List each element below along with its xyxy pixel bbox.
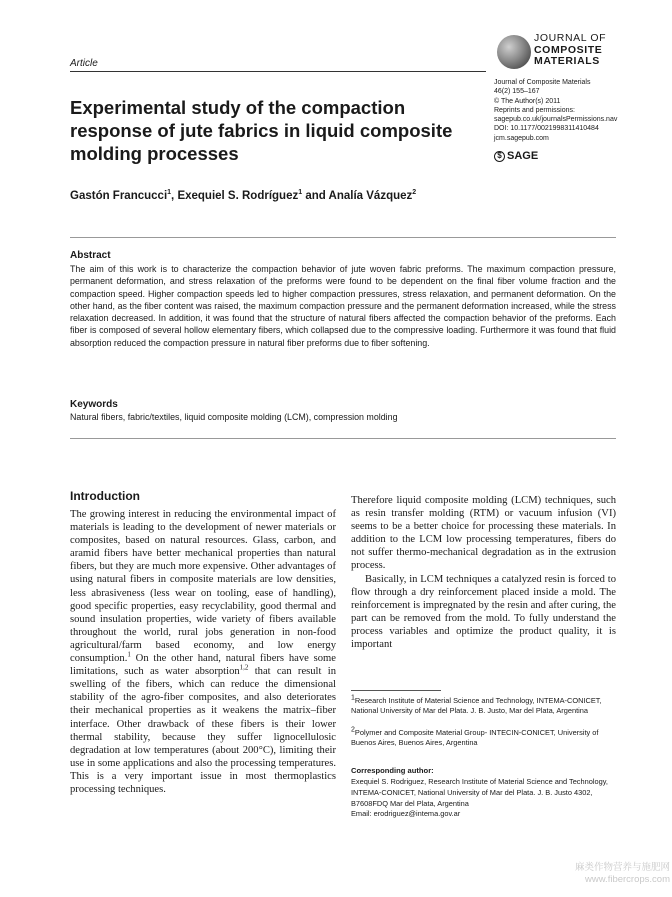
corresponding-author-heading: Corresponding author: (351, 766, 434, 775)
journal-logo-line1: JOURNAL OF (534, 32, 607, 44)
journal-info-name: Journal of Composite Materials (494, 79, 591, 86)
journal-info-reprints: Reprints and permissions: (494, 106, 575, 114)
citation-ref[interactable]: 1,2 (239, 663, 249, 672)
journal-info-permissions-link[interactable]: sagepub.co.uk/journalsPermissions.nav (494, 116, 618, 124)
author-name: Exequiel S. Rodríguez (177, 190, 299, 202)
author-name: Gastón Francucci (70, 190, 168, 202)
footnote-affiliation-2 (351, 728, 616, 749)
journal-logo-text (534, 33, 606, 68)
watermark-line1: 麻类作物营养与施肥网 (574, 862, 670, 873)
journal-info-website[interactable]: jcm.sagepub.com (494, 134, 549, 142)
introduction-heading: Introduction (70, 489, 140, 503)
intro-text: On the other hand, natural fibers have some limitations, such as water absorption (70, 653, 336, 678)
keywords-rule (70, 438, 616, 439)
article-type-label: Article (70, 58, 98, 69)
intro-paragraph-3: Basically, in LCM techniques a catalyzed resin is forced to flow through a dry reinforcement placed inside a mold. The reinforcement is impregnated by the resin and after curing, the part can be removed from the mold. To fully understand the process variables and optimize the product quality, it is important (351, 573, 616, 651)
author-affiliation-mark: 2 (412, 189, 417, 197)
watermark-line2: www.fibercrops.com (585, 874, 670, 885)
footnote-mark: 2 (351, 726, 355, 734)
corresponding-author-email[interactable]: Email: erodriguez@intema.gov.ar (351, 809, 461, 819)
journal-logo (497, 33, 617, 73)
keywords-heading: Keywords (70, 399, 118, 410)
keywords-text: Natural fibers, fabric/textiles, liquid composite molding (LCM), compression molding (70, 412, 398, 422)
journal-info-copyright: © The Author(s) 2011 (494, 97, 561, 105)
watermark (540, 862, 670, 886)
author-list (70, 190, 416, 202)
sage-logo (494, 150, 538, 162)
journal-info (494, 78, 664, 143)
body-column-left (70, 508, 336, 796)
author-affiliation-mark: 1 (298, 189, 303, 197)
corresponding-author-address: Exequiel S. Rodriguez, Research Institute of Material Science and Technology, INTEMA-CONICET, National University of Mar del Plata. J. B. Justo 4302, B7608FDQ Mar del Plata, Argentina (351, 777, 608, 808)
sage-s-icon: $ (494, 151, 505, 162)
journal-info-volume: 46(2) 155–167 (494, 88, 540, 96)
corresponding-author-details (351, 777, 616, 820)
sage-logo-text: SAGE (507, 150, 539, 162)
abstract-text: The aim of this work is to characterize the compaction behavior of jute woven fabric preforms. The maximum compaction pressure, permanent deformation, and stress relaxation of the preforms were found to be dependent on the final fiber volume fraction and the compaction speed. Higher compaction speeds led to higher compaction pressures, stress relaxation, and permanent deformation. On the other hand, as the fiber content was raised, the maximum compaction pressure and the permanent deformation increased, while the stress relaxation decreased. In addition, it was found that the structure of natural fibers affected the compaction behavior of the preforms. Each fiber is composed of several hollow elementary fibers, which collapsed due to the compressive loading. Furthermore it was found that fluid absorption reduced the compaction pressure in natural fiber preforms due to fiber softening. (70, 264, 616, 348)
article-title: Experimental study of the compaction response of jute fabrics in liquid composite molding processes (70, 97, 453, 164)
intro-paragraph-2: Therefore liquid composite molding (LCM) techniques, such as resin transfer molding (RTM) or vacuum infusion (VI) seems to be a better choice for processing these materials. In addition to the LCM low processing temperatures, fibers do not suffer thermo-mechanical degradation as in the extrusion process. (351, 495, 616, 572)
abstract-rule (70, 237, 616, 238)
footnote-mark: 1 (351, 694, 355, 702)
intro-text: that can result in swelling of the fibers, which can reduce the dimensional stability of the agro-fiber composites, and also deteriorates their mechanical properties as it weakens the matrix–fiber interface. Other drawback of these fibers is their lower thermal stability, because they suffer lignocellulosic degradation at low temperatures (about 200°C), limiting their use in some applications and also the processing temperatures. This is a very important issue in most thermoplastics processing techniques. (70, 666, 336, 795)
journal-logo-line3: MATERIALS (534, 55, 600, 67)
abstract-heading: Abstract (70, 250, 111, 261)
footnote-rule (351, 690, 441, 691)
footnote-text: Research Institute of Material Science and Technology, INTEMA-CONICET, National University of Mar del Plata. J. B. Justo, Mar del Plata, Argentina (351, 696, 602, 716)
intro-text: The growing interest in reducing the environmental impact of materials is leading to the development of newer materials or composites, based on natural resources. Glass, carbon, and aramid fibers have better mechanical properties than natural fibers, but they are much more expensive. Other advantages of using natural fibers in composite materials are low densities, less abrasiveness (less wear on tooling, ease of handling), good specific properties, easy recyclability, good thermal and sound insulation properties, wide variety of fibers available throughout the world, rural jobs generation in non-food agricultural/farm based economy, and low energy consumption. (70, 509, 336, 665)
citation-ref[interactable]: 1 (127, 650, 131, 659)
author-affiliation-mark: 1 (167, 189, 172, 197)
body-column-right (351, 494, 616, 651)
journal-info-doi[interactable]: DOI: 10.1177/0021998311410484 (494, 125, 599, 133)
header-rule (70, 71, 486, 72)
journal-logo-circle-icon (497, 35, 531, 69)
footnote-affiliation-1 (351, 696, 616, 717)
author-name: Analía Vázquez (328, 190, 413, 202)
footnote-text: Polymer and Composite Material Group- INTECIN-CONICET, University of Buenos Aires, Buenos Aires, Argentina (351, 728, 599, 748)
author-separator: and (302, 190, 329, 202)
author-separator: , (171, 190, 178, 202)
intro-paragraph-1 (70, 508, 336, 796)
journal-logo-line2: COMPOSITE (534, 43, 603, 56)
